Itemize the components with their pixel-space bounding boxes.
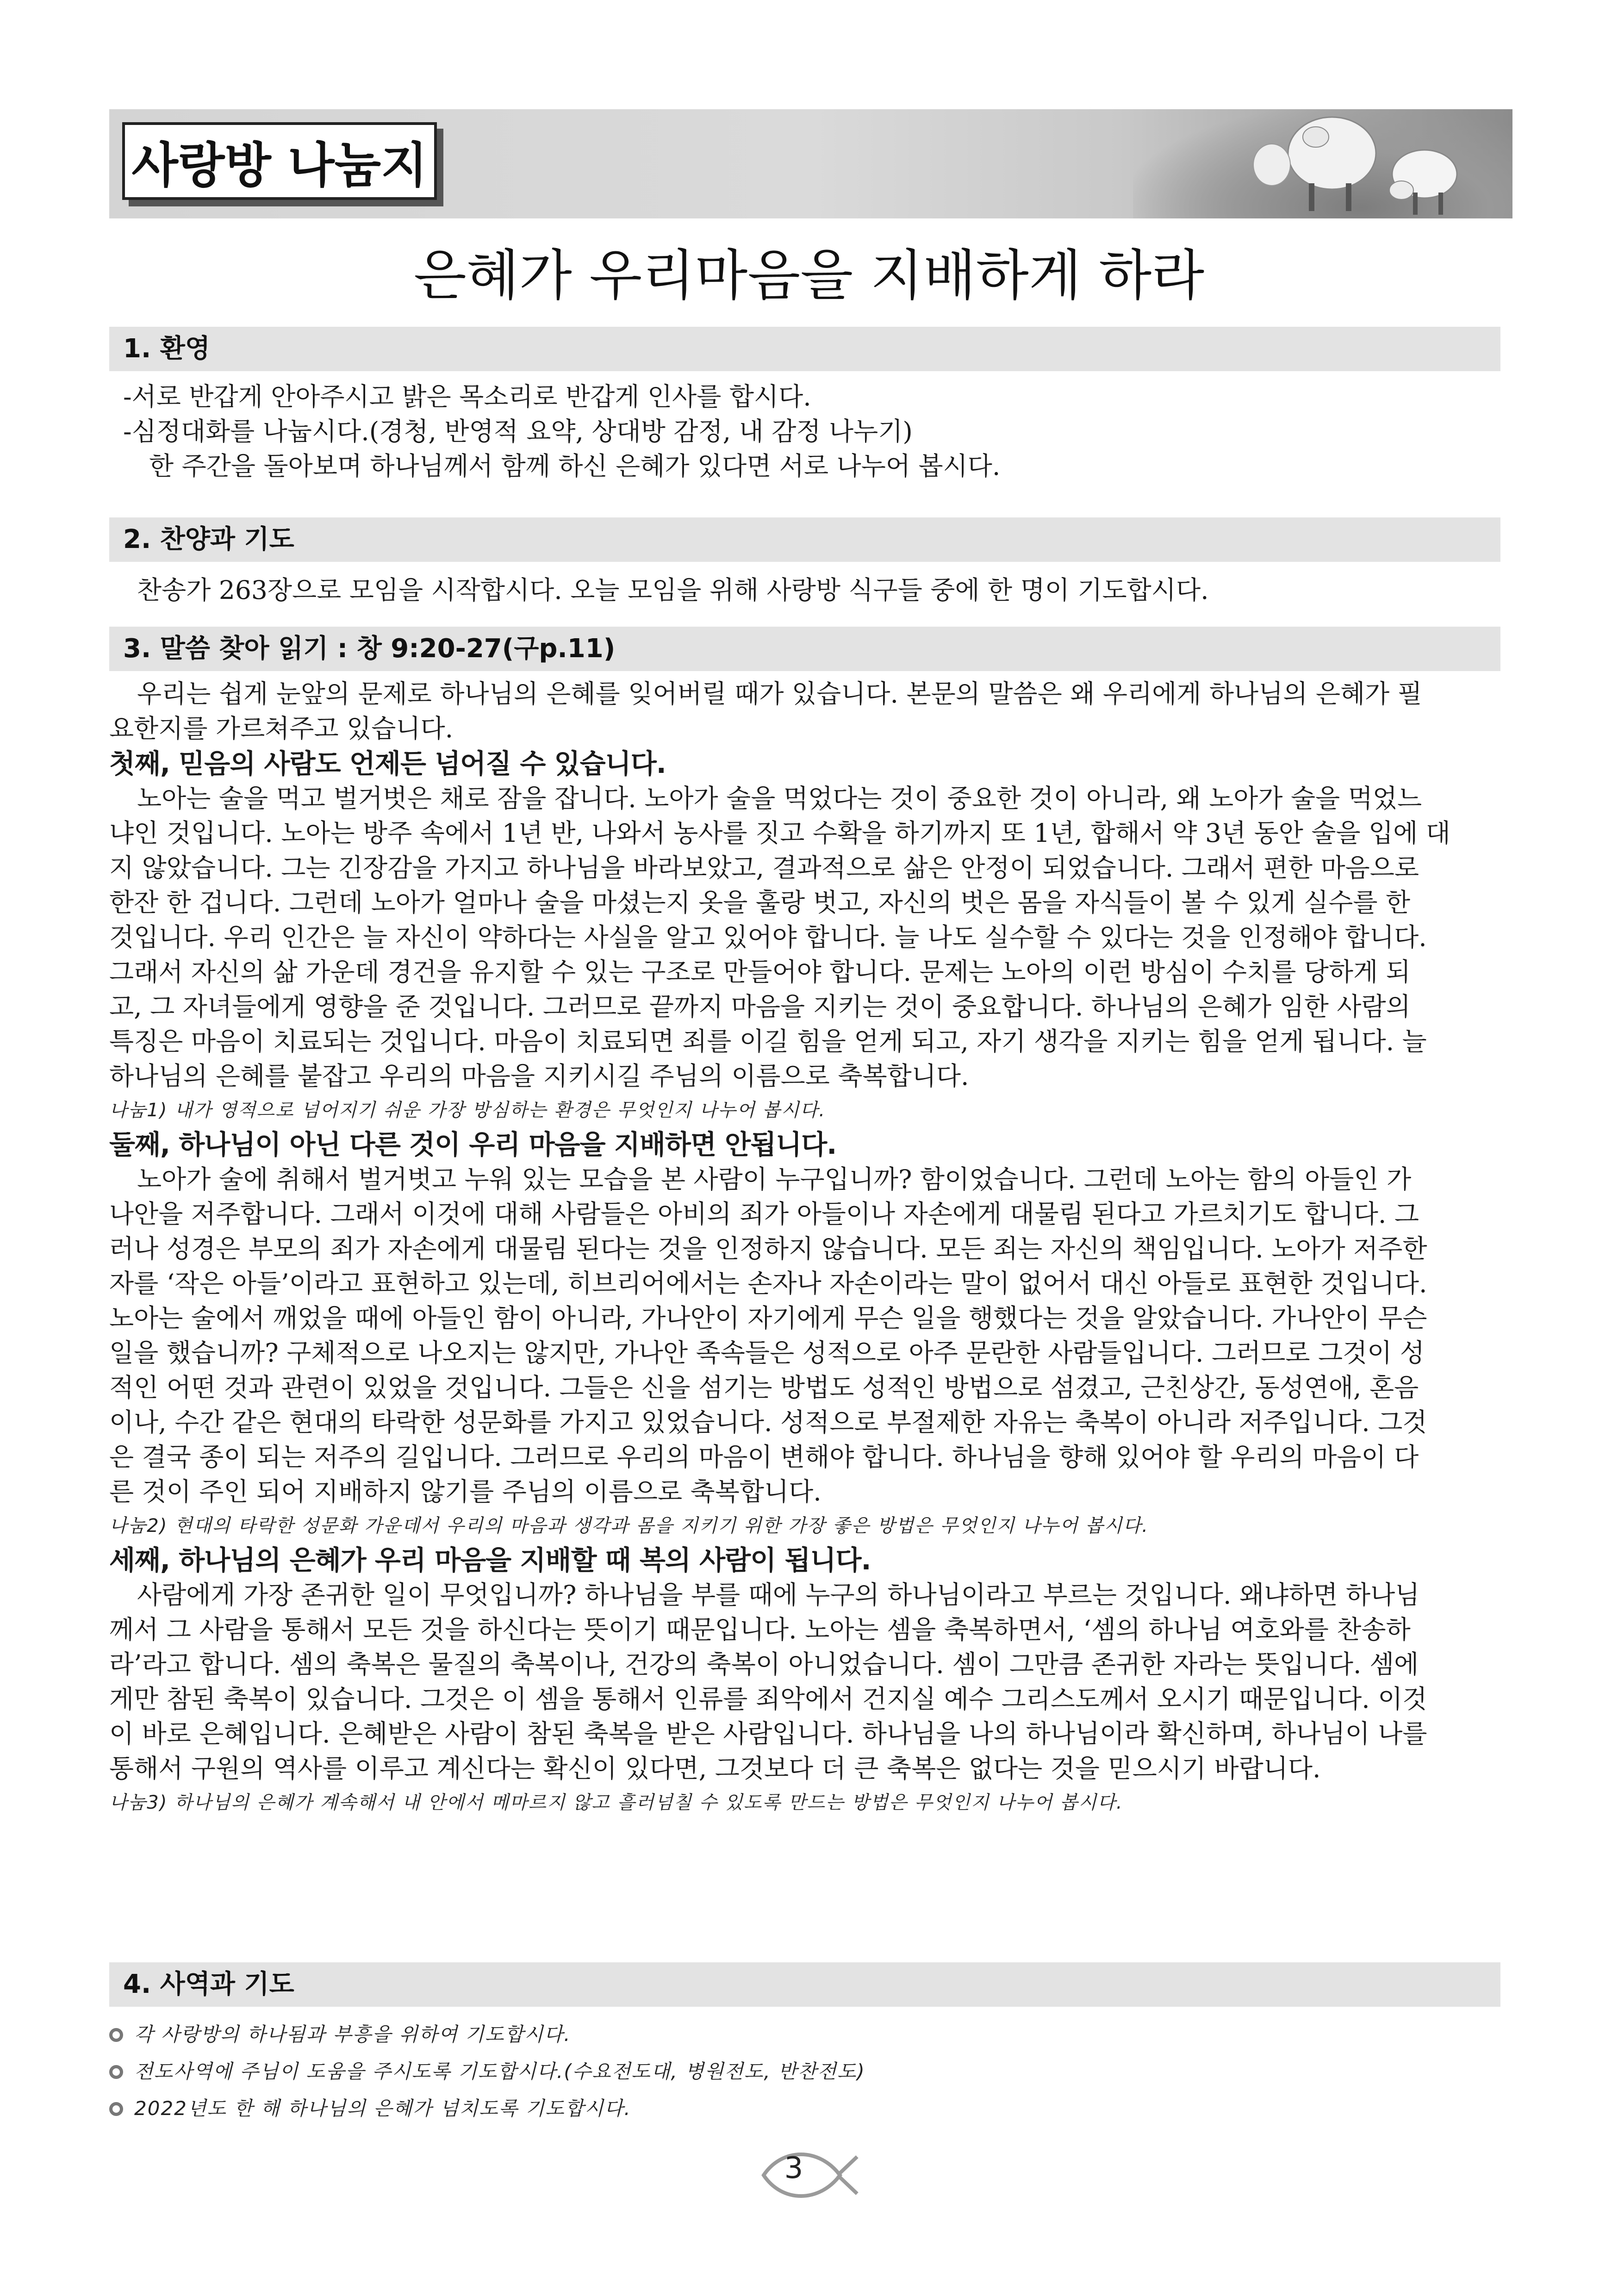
section-heading-reading: 3. 말씀 찾아 읽기 : 창 9:20-27(구p.11) bbox=[109, 627, 1500, 671]
welcome-line: -서로 반갑게 안아주시고 밝은 목소리로 반갑게 인사를 합시다. bbox=[123, 382, 811, 411]
bullet-circle-icon bbox=[109, 2102, 123, 2116]
point3-line: 라’라고 합니다. 셈의 축복은 물질의 축복이나, 건강의 축복이 아니었습니다. 셈이 그만큼 존귀한 자라는 뜻입니다. 셈에 bbox=[109, 1649, 1419, 1679]
prayer-item bbox=[109, 2053, 1500, 2090]
welcome-body bbox=[109, 380, 1500, 484]
point2-line: 른 것이 주인 되어 지배하지 않기를 주님의 이름으로 축복합니다. bbox=[109, 1477, 821, 1506]
point3-heading: 세째, 하나님의 은혜가 우리 마음을 지배할 때 복의 사람이 됩니다. bbox=[109, 1544, 871, 1576]
header-title-box bbox=[122, 122, 437, 200]
point1-line: 고, 그 자녀들에게 영향을 준 것입니다. 그러므로 끝까지 마음을 지키는 것이 중요합니다. 하나님의 은혜가 임한 사람의 bbox=[109, 992, 1411, 1021]
point1-line: 그래서 자신의 삶 가운데 경건을 유지할 수 있는 구조로 만들어야 합니다. 문제는 노아의 이런 방심이 수치를 당하게 되 bbox=[109, 957, 1411, 987]
prayer-item-text: 각 사랑방의 하나됨과 부흥을 위하여 기도합시다. bbox=[134, 2023, 571, 2046]
page-number bbox=[759, 2143, 861, 2208]
point3-line: 게만 참된 축복이 있습니다. 그것은 이 셈을 통해서 인류를 죄악에서 건지실 예수 그리스도께서 오시기 때문입니다. 이것 bbox=[109, 1684, 1427, 1714]
page-number-text: 3 bbox=[784, 2151, 803, 2185]
point1-heading: 첫째, 믿음의 사람도 언제든 넘어질 수 있습니다. bbox=[109, 748, 666, 779]
reading-intro-line: 요한지를 가르쳐주고 있습니다. bbox=[109, 714, 454, 743]
point2-line: 일을 했습니까? 구체적으로 나오지는 않지만, 가나안 족속들은 성적으로 아주 문란한 사람들입니다. 그러므로 그것이 성 bbox=[109, 1338, 1425, 1368]
point2-line: 은 결국 종이 되는 저주의 길입니다. 그러므로 우리의 마음이 변해야 합니다. 하나님을 향해 있어야 할 우리의 마음이 다 bbox=[109, 1442, 1419, 1472]
sheep-photo bbox=[1133, 109, 1512, 218]
point3-line: 이 바로 은혜입니다. 은혜받은 사람이 참된 축복을 받은 사람입니다. 하나님을 나의 하나님이라 확신하며, 하나님이 나를 bbox=[109, 1719, 1427, 1748]
reading-body bbox=[109, 677, 1500, 1819]
point2-line: 자를 ‘작은 아들’이라고 표현하고 있는데, 히브리어에서는 손자나 자손이라는 말이 없어서 대신 아들로 표현한 것입니다. bbox=[109, 1269, 1427, 1298]
point1-line: 냐인 것입니다. 노아는 방주 속에서 1년 반, 나와서 농사를 짓고 수확을 하기까지 또 1년, 합해서 약 3년 동안 술을 입에 대 bbox=[109, 818, 1450, 848]
point3-line: 사람에게 가장 존귀한 일이 무엇입니까? 하나님을 부를 때에 누구의 하나님이라고 부르는 것입니다. 왜냐하면 하나님 bbox=[137, 1580, 1420, 1610]
point1-line: 한잔 한 겁니다. 그런데 노아가 얼마나 술을 마셨는지 옷을 훌랑 벗고, 자신의 벗은 몸을 자식들이 볼 수 있게 실수를 한 bbox=[109, 888, 1411, 917]
point1-line: 특징은 마음이 치료되는 것입니다. 마음이 치료되면 죄를 이길 힘을 얻게 되고, 자기 생각을 지키는 힘을 얻게 됩니다. 늘 bbox=[109, 1027, 1427, 1056]
point1-line: 하나님의 은혜를 붙잡고 우리의 마음을 지키시길 주님의 이름으로 축복합니다. bbox=[109, 1061, 969, 1091]
point3-line: 께서 그 사람을 통해서 모든 것을 하신다는 뜻이기 때문입니다. 노아는 셈을 축복하면서, ‘셈의 하나님 여호와를 찬송하 bbox=[109, 1615, 1411, 1644]
point2-line: 러나 성경은 부모의 죄가 자손에게 대물림 된다는 것을 인정하지 않습니다. 모든 죄는 자신의 책임입니다. 노아가 저주한 bbox=[109, 1234, 1427, 1263]
praise-body bbox=[109, 573, 1500, 608]
praise-line: 찬송가 263장으로 모임을 시작합시다. 오늘 모임을 위해 사랑방 식구들 중에 한 명이 기도합시다. bbox=[137, 575, 1209, 605]
section-heading-ministry: 4. 사역과 기도 bbox=[109, 1962, 1500, 2007]
reading-intro-line: 우리는 쉽게 눈앞의 문제로 하나님의 은혜를 잊어버릴 때가 있습니다. 본문의 말씀은 왜 우리에게 하나님의 은혜가 필 bbox=[137, 679, 1422, 709]
point1-line: 노아는 술을 먹고 벌거벗은 채로 잠을 잡니다. 노아가 술을 먹었다는 것이 중요한 것이 아니라, 왜 노아가 술을 먹었느 bbox=[137, 784, 1422, 813]
welcome-line: 한 주간을 돌아보며 하나님께서 함께 하신 은혜가 있다면 서로 나누어 봅시다. bbox=[149, 451, 1001, 481]
point2-heading: 둘째, 하나님이 아닌 다른 것이 우리 마음을 지배하면 안됩니다. bbox=[109, 1129, 837, 1160]
welcome-line: -심정대화를 나눕시다.(경청, 반영적 요약, 상대방 감정, 내 감정 나누기) bbox=[123, 417, 913, 446]
point1-line: 것입니다. 우리 인간은 늘 자신이 약하다는 사실을 알고 있어야 합니다. 늘 나도 실수할 수 있다는 것을 인정해야 합니다. bbox=[109, 922, 1427, 952]
prayer-item bbox=[109, 2016, 1500, 2053]
prayer-item-text: 전도사역에 주님이 도움을 주시도록 기도합시다.(수요전도대, 병원전도, 반찬전도) bbox=[134, 2060, 865, 2083]
point2-line: 노아는 술에서 깨었을 때에 아들인 함이 아니라, 가나안이 자기에게 무슨 일을 행했다는 것을 알았습니다. 가나안이 무슨 bbox=[109, 1303, 1427, 1333]
point3-line: 통해서 구원의 역사를 이루고 계신다는 확신이 있다면, 그것보다 더 큰 축복은 없다는 것을 믿으시기 바랍니다. bbox=[109, 1754, 1321, 1783]
ministry-body bbox=[109, 2016, 1500, 2127]
point2-line: 적인 어떤 것과 관련이 있었을 것입니다. 그들은 신을 섬기는 방법도 성적인 방법으로 섬겼고, 근친상간, 동성연애, 혼음 bbox=[109, 1373, 1419, 1402]
point2-line: 이나, 수간 같은 현대의 타락한 성문화를 가지고 있었습니다. 성적으로 부절제한 자유는 축복이 아니라 저주입니다. 그것 bbox=[109, 1407, 1427, 1437]
point2-line: 나안을 저주합니다. 그래서 이것에 대해 사람들은 아비의 죄가 아들이나 자손에게 대물림 된다고 가르치기도 합니다. 그 bbox=[109, 1199, 1419, 1229]
bullet-circle-icon bbox=[109, 2065, 123, 2079]
point1-line: 지 않았습니다. 그는 긴장감을 가지고 하나님을 바라보았고, 결과적으로 삶은 안정이 되었습니다. 그래서 편한 마음으로 bbox=[109, 853, 1419, 883]
header-band bbox=[109, 109, 1512, 218]
point2-line: 노아가 술에 취해서 벌거벗고 누워 있는 모습을 본 사람이 누구입니까? 함이었습니다. 그런데 노아는 함의 아들인 가 bbox=[137, 1164, 1412, 1194]
point2-note: 나눔2) 현대의 타락한 성문화 가운데서 우리의 마음과 생각과 몸을 지키기 위한 가장 좋은 방법은 무엇인지 나누어 봅시다. bbox=[109, 1515, 1149, 1537]
section-heading-welcome: 1. 환영 bbox=[109, 327, 1500, 371]
bullet-circle-icon bbox=[109, 2028, 123, 2042]
point3-note: 나눔3) 하나님의 은혜가 계속해서 내 안에서 메마르지 않고 흘러넘칠 수 있도록 만드는 방법은 무엇인지 나누어 봅시다. bbox=[109, 1792, 1123, 1813]
prayer-item-text: 2022년도 한 해 하나님의 은혜가 넘치도록 기도합시다. bbox=[134, 2097, 631, 2120]
prayer-item bbox=[109, 2090, 1500, 2127]
section-heading-praise: 2. 찬양과 기도 bbox=[109, 517, 1500, 562]
page-title: 은혜가 우리마음을 지배하게 하라 bbox=[413, 243, 1205, 307]
point1-note: 나눔1) 내가 영적으로 넘어지기 쉬운 가장 방심하는 환경은 무엇인지 나누어 봅시다. bbox=[109, 1100, 826, 1121]
header-title: 사랑방 나눔지 bbox=[131, 137, 428, 193]
